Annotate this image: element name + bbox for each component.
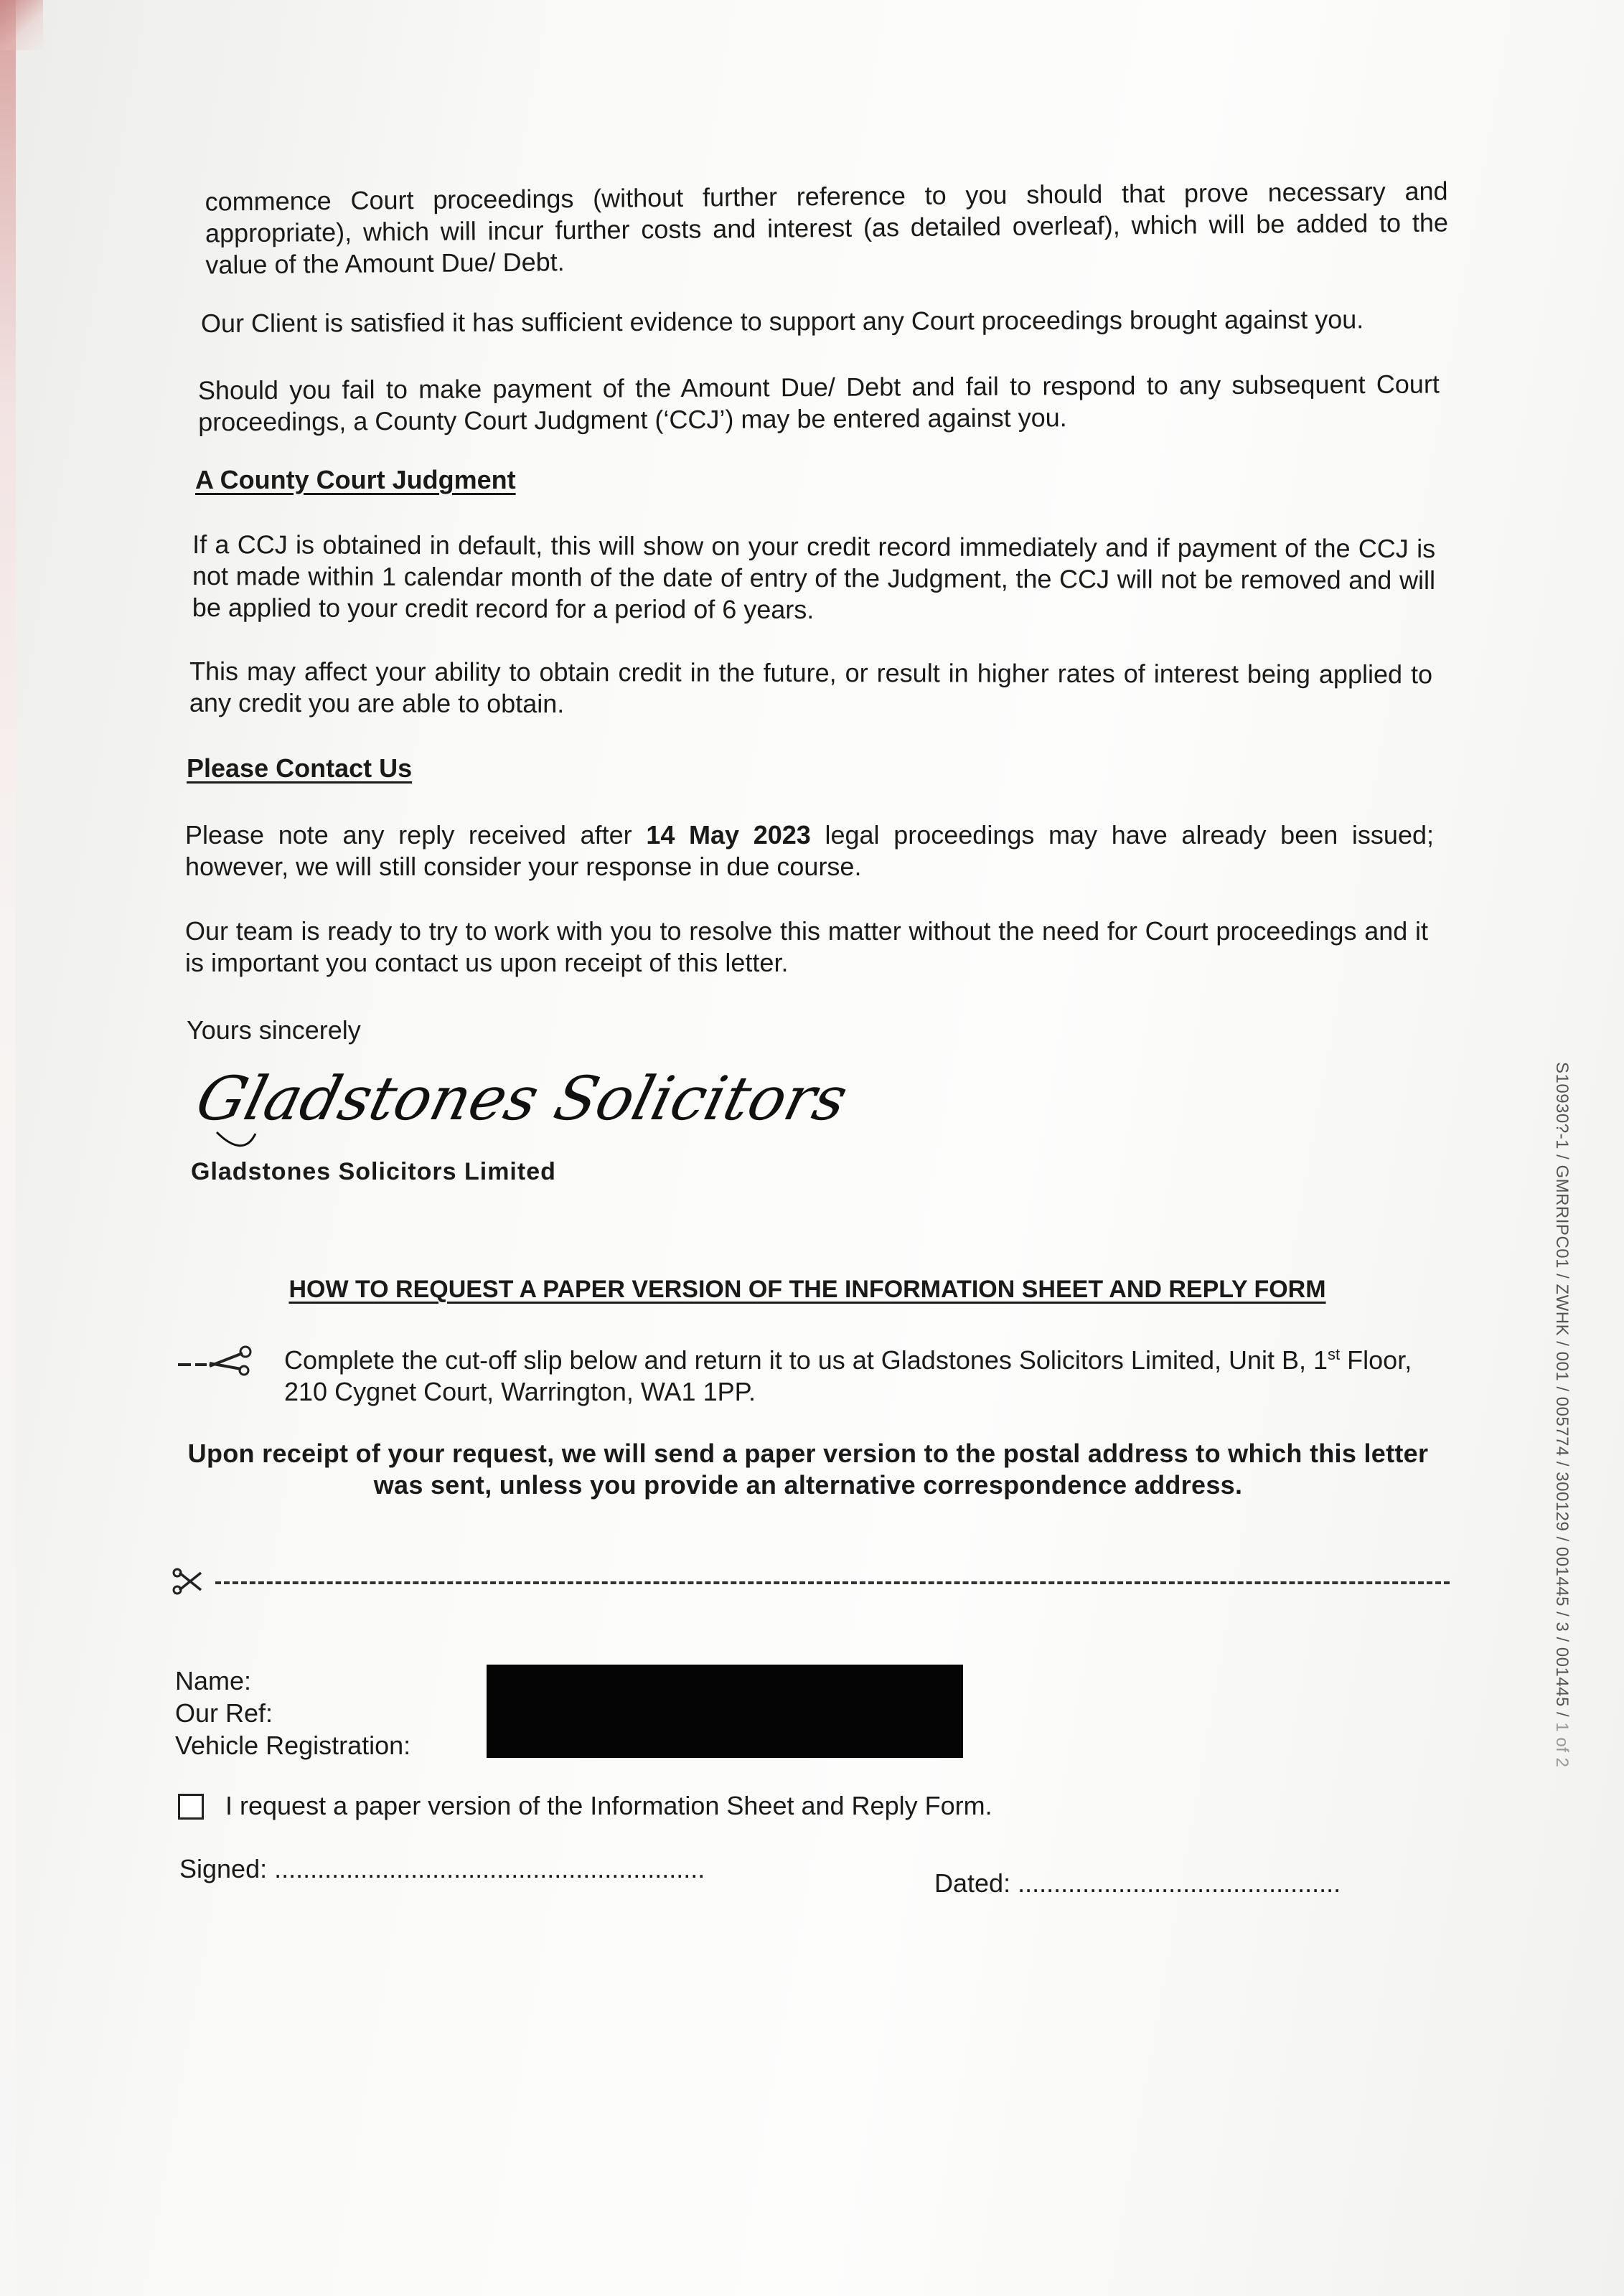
- side-reference-code: [1552, 1062, 1572, 1767]
- closing-yours-sincerely: Yours sincerely: [187, 1015, 361, 1045]
- instruction-superscript: st: [1328, 1345, 1341, 1363]
- scissors-icon: [172, 1568, 205, 1594]
- heading-please-contact-us: Please Contact Us: [187, 753, 413, 783]
- signatory-name: Gladstones Solicitors Limited: [191, 1158, 556, 1185]
- paper-version-checkbox-label: I request a paper version of the Information Sheet and Reply Form.: [225, 1791, 992, 1820]
- heading-county-court-judgment: A County Court Judgment: [195, 465, 516, 494]
- dashed-cut-line: [215, 1581, 1450, 1584]
- cutoff-slip-instruction: [284, 1339, 1440, 1408]
- label-vehicle-registration: Vehicle Registration:: [175, 1731, 411, 1760]
- paragraph-team-ready: Our team is ready to try to work with you to resolve this matter without the need for Court proceedings and it is important you contact us upon receipt of this letter.: [185, 916, 1428, 977]
- signed-line: [179, 1854, 705, 1884]
- redacted-details-box: [487, 1665, 963, 1758]
- deadline-note-text-before: Please note any reply received after: [185, 820, 647, 850]
- request-notice: Upon receipt of your request, we will send a paper version to the postal address to which this letter was sent, unless you provide an alternative correspondence address.: [187, 1439, 1429, 1500]
- dated-label: Dated:: [934, 1868, 1011, 1898]
- paper-version-checkbox[interactable]: [178, 1794, 204, 1820]
- paragraph-ccj-warning: Should you fail to make payment of the Amount Due/ Debt and fail to respond to any subsequent Court proceedings, a County Court Judgment (‘CCJ’) may be entered against you.: [197, 369, 1440, 437]
- dated-field[interactable]: .............................................: [1018, 1868, 1341, 1898]
- slip-labels: [175, 1665, 410, 1761]
- paragraph-commence: commence Court proceedings (without further reference to you should that prove necessary and appropriate), which will incur further costs and interest (as detailed overleaf), which will be added to the value of the Amount Due/ Debt.: [205, 176, 1449, 280]
- handwritten-signature: [189, 1048, 855, 1155]
- side-reference-page: 1 of 2: [1552, 1722, 1572, 1768]
- instruction-text-after: Floor, 210 Cygnet Court, Warrington, WA1 1PP.: [284, 1345, 1412, 1406]
- paragraph-ccj-effect: If a CCJ is obtained in default, this will show on your credit record immediately and if payment of the CCJ is not made within 1 calendar month of the date of entry of the Judgment, the CCJ will not be removed and will be applied to your credit record for a period of 6 years.: [192, 529, 1436, 625]
- cut-line: [172, 1567, 1450, 1596]
- dated-line: [934, 1868, 1341, 1899]
- deadline-date: 14 May 2023: [646, 820, 811, 850]
- scissors-icon: [177, 1343, 255, 1376]
- signed-label: Signed:: [179, 1854, 268, 1883]
- instruction-text-before: Complete the cut-off slip below and return it to us at Gladstones Solicitors Limited, Unit B, 1: [284, 1345, 1328, 1375]
- paragraph-evidence: Our Client is satisfied it has sufficient evidence to support any Court proceedings brought against you.: [200, 304, 1364, 339]
- page-edge-shadow: [0, 0, 16, 2296]
- signature-text: Gladstones Solicitors: [189, 1064, 855, 1134]
- request-paper-title: HOW TO REQUEST A PAPER VERSION OF THE INFORMATION SHEET AND REPLY FORM: [288, 1276, 1326, 1303]
- paragraph-credit-effect: This may affect your ability to obtain credit in the future, or result in higher rates of interest being applied to any credit you are able to obtain.: [189, 656, 1433, 719]
- page-corner-shadow: [0, 0, 43, 50]
- label-our-ref: Our Ref:: [175, 1698, 273, 1728]
- label-name: Name:: [175, 1666, 252, 1695]
- deadline-note-text-after: legal proceedings may have already been issued; however, we will still consider your response in due course.: [185, 820, 1434, 881]
- side-reference-main: S10930?-1 / GMRRIPC01 / ZWHK / 001 / 005774 / 300129 / 001445 / 3 / 001445 /: [1552, 1062, 1572, 1723]
- paragraph-deadline-note: [185, 819, 1434, 883]
- signed-field[interactable]: ............................................................: [274, 1854, 705, 1883]
